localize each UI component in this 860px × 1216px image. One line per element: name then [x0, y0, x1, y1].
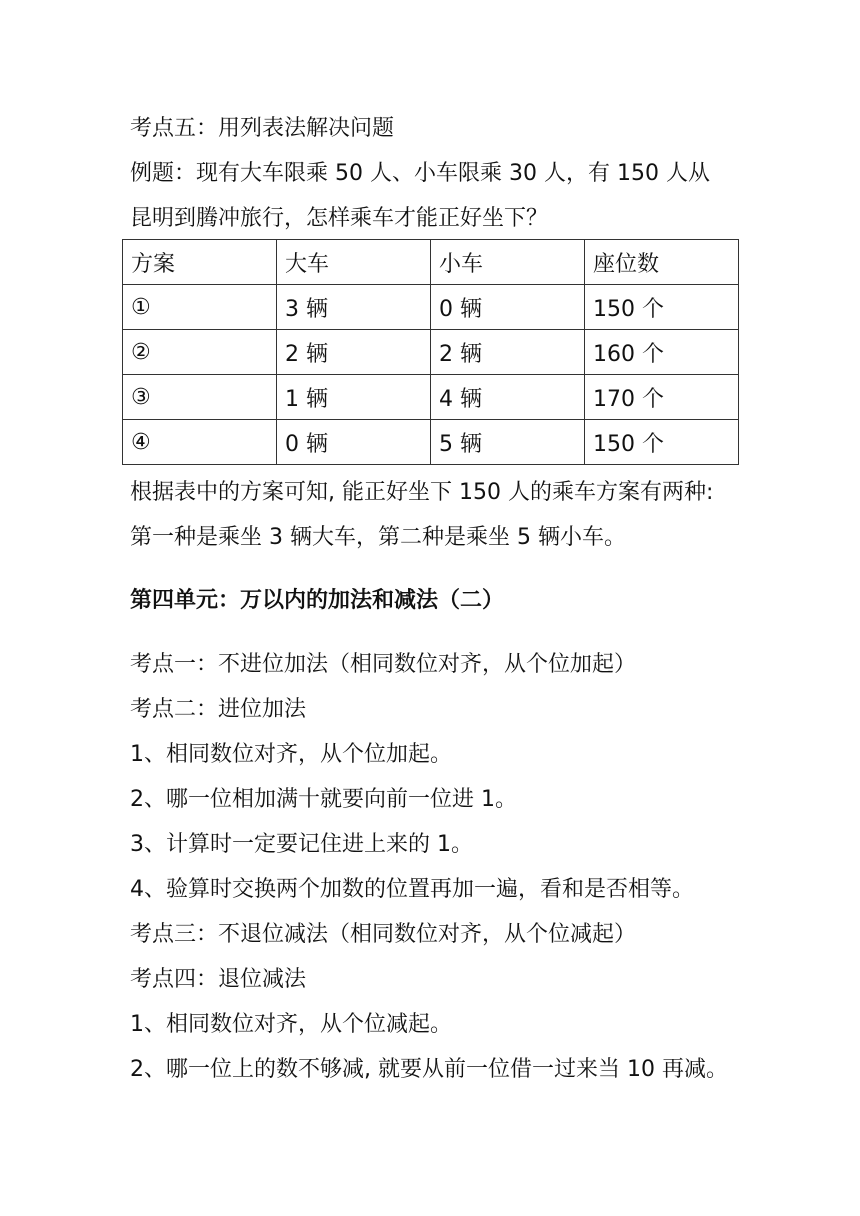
- table-header-cell: 方案: [123, 240, 277, 285]
- table-cell: 160 个: [585, 330, 739, 375]
- table-cell: 4 辆: [431, 375, 585, 420]
- table-cell: 0 辆: [277, 420, 431, 465]
- table-cell: ②: [123, 330, 277, 375]
- plan-table: [122, 239, 739, 465]
- table-cell: 2 辆: [277, 330, 431, 375]
- example-text-line-2: 昆明到腾冲旅行，怎样乘车才能正好坐下？: [130, 206, 549, 231]
- point-2-item: 4、验算时交换两个加数的位置再加一遍，看和是否相等。: [130, 877, 694, 902]
- table-cell: 3 辆: [277, 285, 431, 330]
- table-header-cell: 大车: [277, 240, 431, 285]
- unit-title: 第四单元：万以内的加法和减法（二）: [130, 588, 505, 613]
- table-cell: ①: [123, 285, 277, 330]
- point-3: 考点三：不退位减法（相同数位对齐，从个位减起）: [130, 922, 637, 947]
- point-2-item: 1、相同数位对齐，从个位加起。: [130, 742, 452, 767]
- table-cell: 1 辆: [277, 375, 431, 420]
- point-1: 考点一：不进位加法（相同数位对齐，从个位加起）: [130, 652, 637, 677]
- point-2-item: 2、哪一位相加满十就要向前一位进 1。: [130, 787, 517, 812]
- section-heading: 考点五：用列表法解决问题: [130, 116, 395, 141]
- example-text-line-1: 例题：现有大车限乘 50 人、小车限乘 30 人，有 150 人从: [130, 161, 710, 186]
- table-header-row: [123, 240, 739, 285]
- point-4-item: 1、相同数位对齐，从个位减起。: [130, 1012, 452, 1037]
- table-row: [123, 375, 739, 420]
- table-cell: ④: [123, 420, 277, 465]
- table-cell: 170 个: [585, 375, 739, 420]
- table-row: [123, 420, 739, 465]
- point-4: 考点四：退位减法: [130, 967, 307, 992]
- table-cell: 150 个: [585, 285, 739, 330]
- point-2-item: 3、计算时一定要记住进上来的 1。: [130, 832, 473, 857]
- point-4-item: 2、哪一位上的数不够减, 就要从前一位借一过来当 10 再减。: [130, 1057, 728, 1082]
- table-cell: 2 辆: [431, 330, 585, 375]
- table-cell: 5 辆: [431, 420, 585, 465]
- table-row: [123, 330, 739, 375]
- table-header-cell: 小车: [431, 240, 585, 285]
- point-2: 考点二：进位加法: [130, 697, 307, 722]
- table-row: [123, 285, 739, 330]
- conclusion-line-1: 根据表中的方案可知, 能正好坐下 150 人的乘车方案有两种:: [130, 480, 714, 505]
- table-header-cell: 座位数: [585, 240, 739, 285]
- conclusion-line-2: 第一种是乘坐 3 辆大车，第二种是乘坐 5 辆小车。: [130, 525, 626, 550]
- table-cell: 150 个: [585, 420, 739, 465]
- table-cell: ③: [123, 375, 277, 420]
- table-cell: 0 辆: [431, 285, 585, 330]
